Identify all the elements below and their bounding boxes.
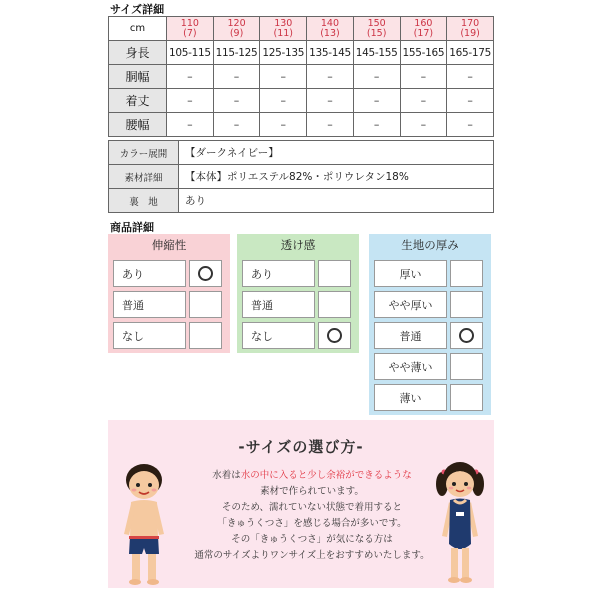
size-header-cell: 120 (9) [213, 17, 260, 41]
option-label: あり [242, 260, 315, 287]
option-label: 普通 [374, 322, 447, 349]
size-guide-panel [108, 420, 494, 588]
size-value: – [260, 65, 307, 89]
length-row [109, 89, 494, 113]
size-header-cell: 170 (19) [447, 17, 494, 41]
size-header-cell: 150 (15) [353, 17, 400, 41]
spec-value: あり [179, 189, 494, 213]
size-value: – [400, 65, 447, 89]
option-marker [189, 291, 222, 318]
size-value: – [447, 89, 494, 113]
lining-row [109, 189, 494, 213]
sheerness-box [237, 234, 359, 353]
option-marker [318, 260, 351, 287]
option-label: なし [113, 322, 186, 349]
row-label: 着丈 [109, 89, 167, 113]
color-row [109, 141, 494, 165]
circle-mark-icon [327, 328, 342, 343]
thickness-box [369, 234, 491, 415]
option-row [113, 260, 225, 287]
option-row [374, 384, 486, 411]
size-value: – [447, 113, 494, 137]
option-marker [450, 322, 483, 349]
size-value: 105-115 [167, 41, 214, 65]
guide-line: 素材で作られています。 [260, 486, 364, 497]
circle-mark-icon [459, 328, 474, 343]
option-row [374, 353, 486, 380]
spec-label: カラー展開 [109, 141, 179, 165]
size-value: – [307, 65, 354, 89]
size-value: – [353, 65, 400, 89]
size-value: – [447, 65, 494, 89]
option-marker [450, 260, 483, 287]
row-label: 身長 [109, 41, 167, 65]
size-header-cell: 140 (13) [307, 17, 354, 41]
sheerness-title: 透け感 [280, 238, 316, 252]
size-header-cell: 130 (11) [260, 17, 307, 41]
option-label: 薄い [374, 384, 447, 411]
boy-swimmer-illustration [114, 460, 174, 588]
material-row [109, 165, 494, 189]
size-value: – [260, 89, 307, 113]
option-label: 普通 [113, 291, 186, 318]
size-value: – [260, 113, 307, 137]
size-value: – [213, 89, 260, 113]
option-label: やや厚い [374, 291, 447, 318]
option-row [242, 322, 354, 349]
size-value: – [167, 89, 214, 113]
option-row [113, 322, 225, 349]
circle-mark-icon [198, 266, 213, 281]
guide-line: 「きゅうくつさ」を感じる場合が多いです。 [217, 518, 407, 529]
spec-table [108, 140, 494, 213]
size-header-row [109, 17, 494, 41]
size-value: – [307, 89, 354, 113]
size-header-cell: 110 (7) [167, 17, 214, 41]
size-section-title: サイズ詳細 [110, 3, 165, 16]
size-value: – [400, 113, 447, 137]
guide-line: 水着は水の中に入ると少し余裕ができるような [212, 470, 412, 481]
size-value: – [213, 113, 260, 137]
guide-line: そのため、濡れていない状態で着用すると [221, 502, 403, 513]
option-label: 厚い [374, 260, 447, 287]
option-row [374, 260, 486, 287]
unit-cell: cm [109, 17, 167, 41]
option-marker [450, 353, 483, 380]
size-value: – [353, 89, 400, 113]
size-value: – [167, 113, 214, 137]
option-marker [318, 322, 351, 349]
size-header-cell: 160 (17) [400, 17, 447, 41]
row-label: 胴幅 [109, 65, 167, 89]
body-width-row [109, 65, 494, 89]
guide-title: -サイズの選び方- [238, 438, 364, 456]
spec-label: 素材詳細 [109, 165, 179, 189]
option-marker [189, 260, 222, 287]
size-value: 125-135 [260, 41, 307, 65]
thickness-title: 生地の厚み [401, 238, 459, 252]
height-row [109, 41, 494, 65]
spec-value: 【本体】ポリエステル82%・ポリウレタン18% [179, 165, 494, 189]
size-value: 165-175 [447, 41, 494, 65]
size-value: – [400, 89, 447, 113]
size-value: 135-145 [307, 41, 354, 65]
product-section-title: 商品詳細 [110, 221, 154, 234]
option-row [242, 260, 354, 287]
option-marker [318, 291, 351, 318]
stretch-title: 伸縮性 [151, 238, 187, 252]
option-marker [450, 291, 483, 318]
guide-line: その「きゅうくつさ」が気になる方は [231, 534, 393, 545]
size-value: – [167, 65, 214, 89]
option-marker [189, 322, 222, 349]
option-label: 普通 [242, 291, 315, 318]
size-value: – [353, 113, 400, 137]
option-row [113, 291, 225, 318]
option-label: なし [242, 322, 315, 349]
guide-line: 通常のサイズよりワンサイズ上をおすすめいたします。 [194, 550, 430, 561]
row-label: 腰幅 [109, 113, 167, 137]
option-row [374, 291, 486, 318]
spec-value: 【ダークネイビー】 [179, 141, 494, 165]
stretch-box [108, 234, 230, 353]
option-label: やや薄い [374, 353, 447, 380]
size-value: 145-155 [353, 41, 400, 65]
waist-row [109, 113, 494, 137]
size-value: – [213, 65, 260, 89]
spec-label: 裏 地 [109, 189, 179, 213]
option-row [242, 291, 354, 318]
option-label: あり [113, 260, 186, 287]
size-value: – [307, 113, 354, 137]
size-table [108, 16, 494, 137]
option-row [374, 322, 486, 349]
option-marker [450, 384, 483, 411]
girl-swimmer-illustration [430, 456, 490, 588]
size-value: 155-165 [400, 41, 447, 65]
size-value: 115-125 [213, 41, 260, 65]
